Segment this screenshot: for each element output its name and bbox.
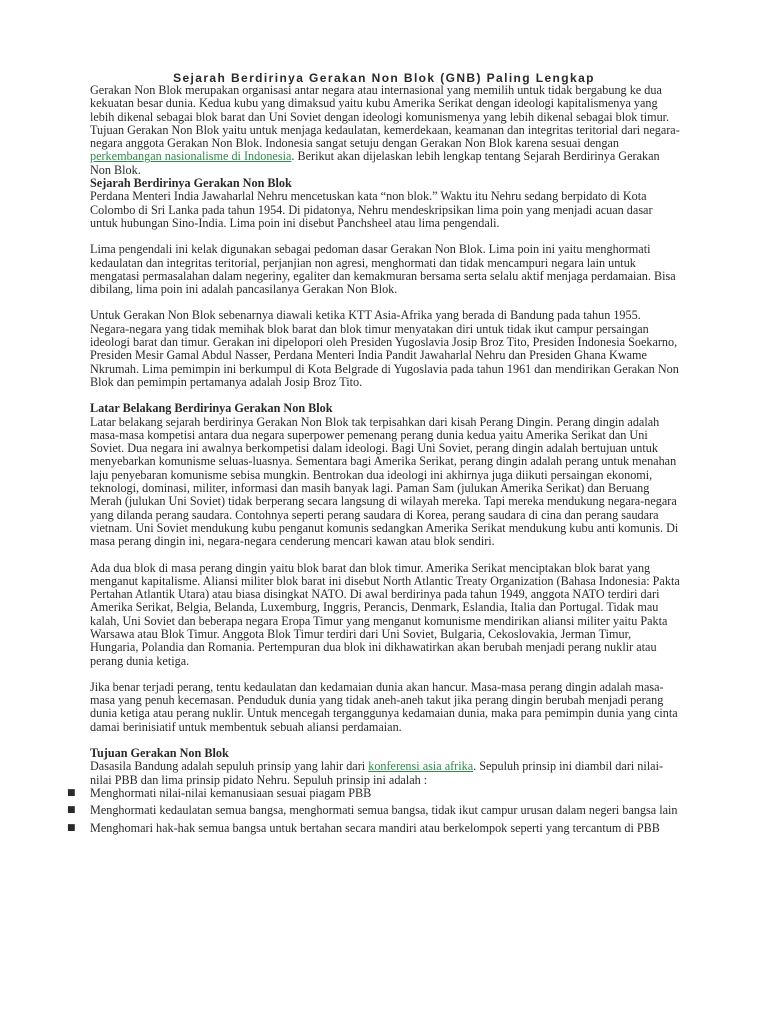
square-bullet-icon: ■ bbox=[67, 805, 76, 816]
background-paragraph-1: Latar belakang sejarah berdirinya Gerakan Non Blok tak terpisahkan dari kisah Perang Dingin. Perang dingin adalah masa-masa kompetisi antara dua negara superpower pemenang perang dunia kedua yaitu Amerika Serikat dan Uni Soviet. Dua negara ini awalnya berkompetisi dalam ideologi. Bagi Uni Soviet, perang dingin adalah bertujuan untuk menyebarkan komunisme seluas-luasnya. Sementara bagi Amerika Serikat, perang dingin adalah perang untuk menahan laju penyebaran komunisme sebisa mungkin. Bentrokan dua ideologi ini akhirnya juga diikuti persaingan ekonomi, teknologi, dominasi, militer, informasi dan masih banyak lagi. Paman Sam (julukan Amerika Serikat) dan Beruang Merah (julukan Uni Soviet) tidak berperang secara langsung di wilayah mereka. Tapi mereka mendukung negara-negara yang dilanda perang saudara. Contohnya seperti perang saudara di Korea, perang saudara di cina dan perang saudara vietnam. Uni Soviet mendukung kubu penganut komunis sedangkan Amerika Serikat mendukung kubu anti komunis. Di masa perang dingin ini, negara-negara cenderung mencari kawan atau blok sendiri. bbox=[90, 414, 679, 549]
principles-list bbox=[66, 787, 680, 835]
page-title: Sejarah Berdirinya Gerakan Non Blok (GNB) Paling Lengkap bbox=[173, 71, 595, 85]
intro-text-end: . Berikut akan dijelaskan lebih lengkap tentang Sejarah Berdirinya Gerakan Non Blok. bbox=[90, 149, 660, 177]
asia-africa-conference-link[interactable]: konferensi asia afrika bbox=[368, 759, 474, 774]
history-paragraph-3: Untuk Gerakan Non Blok sebenarnya diawali ketika KTT Asia-Afrika yang berada di Bandung pada tahun 1955. Negara-negara yang tidak memihak blok barat dan blok timur menyatakan diri untuk tidak ikut campur persaingan ideologi barat dan timur. Gerakan ini dipelopori oleh Presiden Yugoslavia Josip Broz Tito, Presiden Indonesia Soekarno, Presiden Mesir Gamal Abdul Nasser, Perdana Menteri India Pandit Jawaharlal Nehru dan Presiden Ghana Kwame Nkrumah. Lima pemimpin ini berkumpul di Kota Belgrade di Yugoslavia pada tahun 1961 dan mendirikan Gerakan Non Blok dan pemimpin pertamanya adalah Josip Broz Tito. bbox=[90, 308, 679, 389]
spacer bbox=[90, 668, 680, 681]
section-heading-history: Sejarah Berdirinya Gerakan Non Blok bbox=[90, 176, 292, 191]
background-paragraph-2: Ada dua blok di masa perang dingin yaitu blok barat dan blok timur. Amerika Serikat menciptakan blok barat yang menganut kapitalisme. Aliansi militer blok barat ini disebut North Atlantic Treaty Organization (Bahasa Indonesia: Pakta Pertahan Atlantik Utara) atau biasa disingkat NATO. Di awal berdirinya pada tahun 1949, anggota NATO terdiri dari Amerika Serikat, Belgia, Belanda, Luxemburg, Inggris, Perancis, Denmark, Eslandia, Italia dan Portugal. Tidak mau kalah, Uni Soviet dan beberapa negara Eropa Timur yang menganut komunisme mendirikan aliansi militer yaitu Pakta Warsawa atau Blok Timur. Anggota Blok Timur terdiri dari Uni Soviet, Bulgaria, Cekoslovakia, Jerman Timur, Hungaria, Polandia dan Romania. Pertempuran dua blok ini dikhawatirkan akan berubah menjadi perang nuklir atau perang dunia ketiga. bbox=[90, 560, 680, 668]
list-item bbox=[66, 822, 680, 835]
section-heading-background: Latar Belakang Berdirinya Gerakan Non Blok bbox=[90, 401, 333, 416]
history-paragraph-1: Perdana Menteri India Jawaharlal Nehru mencetuskan kata “non blok.” Waktu itu Nehru sedang berpidato di Kota Colombo di Sri Lanka pada tahun 1954. Di pidatonya, Nehru mendeskripsikan lima poin yang menjadi acuan dasar untuk hubungan Sino-India. Lima poin ini disebut Panchsheel atau lima pengendali. bbox=[90, 189, 653, 230]
intro-paragraph bbox=[90, 84, 680, 177]
list-item-text: Menghomari hak-hak semua bangsa untuk bertahan secara mandiri atau berkelompok seperti yang tercantum di PBB bbox=[90, 820, 660, 835]
goals-intro-text: Dasasila Bandung adalah sepuluh prinsip yang lahir dari bbox=[90, 759, 369, 774]
background-paragraph-3: Jika benar terjadi perang, tentu kedaulatan dan kedamaian dunia akan hancur. Masa-masa perang dingin adalah masa-masa yang penuh kecemasan. Penduduk dunia yang tidak aneh-aneh takut jika perang dingin berubah menjadi perang dunia ketiga atau perang nuklir. Untuk mencegah terganggunya kedamaian dunia, maka para pemimpin dunia yang cinta damai berinisiatif untuk membentuk sebuah aliansi perdamaian. bbox=[90, 679, 678, 734]
spacer bbox=[90, 549, 680, 562]
goals-intro-text-end: . Sepuluh prinsip ini diambil dari nilai-nilai PBB dan lima prinsip pidato Nehru. Sepuluh prinsip ini adalah : bbox=[90, 759, 664, 787]
intro-text: Gerakan Non Blok merupakan organisasi antar negara atau internasional yang memilih untuk tidak bergabung ke dua kekuatan besar dunia. Kedua kubu yang dimaksud yaitu kubu Amerika Serikat dengan ideologi kapitalismenya yang lebih dikenal sebagai blok barat dan Uni Soviet dengan ideologi komunismenya yang lebih dikenal sebagai blok timur. Tujuan Gerakan Non Blok yaitu untuk menjaga kedaulatan, kemerdekaan, keamanan dan integritas teritorial dari negara-negara anggota Gerakan Non Blok. Indonesia sangat setuju dengan Gerakan Non Blok karena sesuai dengan bbox=[90, 83, 680, 151]
list-item-text: Menghormati nilai-nilai kemanusiaan sesuai piagam PBB bbox=[90, 785, 372, 800]
nationalism-link[interactable]: perkembangan nasionalisme di Indonesia bbox=[90, 149, 292, 164]
document-body bbox=[67, 83, 680, 839]
list-item bbox=[66, 787, 680, 800]
history-paragraph-2: Lima pengendali ini kelak digunakan sebagai pedoman dasar Gerakan Non Blok. Lima poin ini yaitu menghormati kedaulatan dan integritas teritorial, perjanjian non agresi, menghormati dan tidak mencampuri negara lain untuk mengatasi permasalahan dalam negeriny, egaliter dan kemakmuran bersama serta selalu aktif menjaga perdamaian. Bisa dibilang, lima poin ini adalah pancasilanya Gerakan Non Blok. bbox=[90, 242, 676, 297]
square-bullet-icon: ■ bbox=[67, 787, 76, 798]
goals-intro-paragraph bbox=[90, 760, 680, 787]
square-bullet-icon: ■ bbox=[67, 822, 76, 833]
list-item-text: Menghormati kedaulatan semua bangsa, menghormati semua bangsa, tidak ikut campur urusan dalam negeri bangsa lain bbox=[90, 803, 678, 818]
list-item bbox=[66, 804, 680, 817]
section-heading-goals: Tujuan Gerakan Non Blok bbox=[90, 746, 229, 761]
